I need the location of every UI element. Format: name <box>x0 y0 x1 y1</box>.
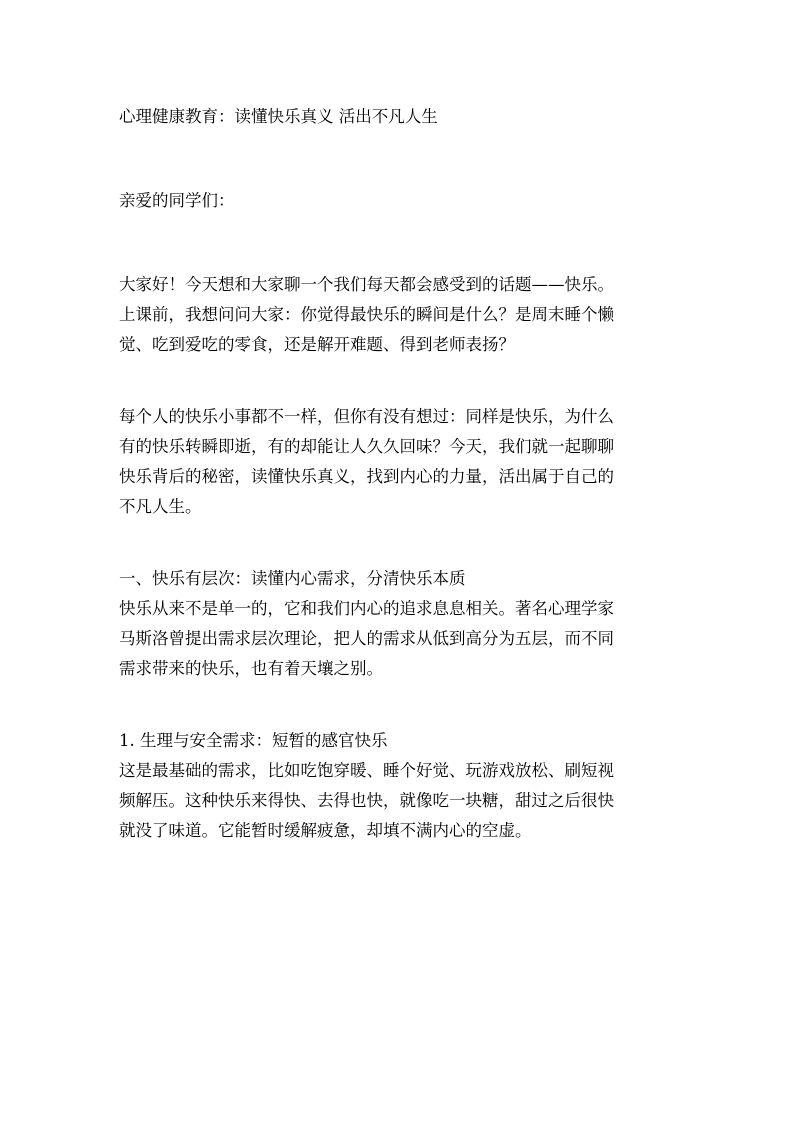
paragraph-line: 大家好！今天想和大家聊一个我们每天都会感受到的话题——快乐。 <box>119 275 614 294</box>
paragraph-line: 觉、吃到爱吃的零食，还是解开难题、得到老师表扬？ <box>119 335 515 354</box>
paragraph-line: 这是最基础的需求，比如吃饱穿暖、睡个好觉、玩游戏放松、刷短视 <box>119 761 614 780</box>
paragraph-line: 快乐从来不是单一的，它和我们内心的追求息息相关。著名心理学家 <box>119 599 614 618</box>
section-1-heading: 一、快乐有层次：读懂内心需求，分清快乐本质 <box>119 569 466 588</box>
paragraph-line: 需求带来的快乐，也有着天壤之别。 <box>119 659 383 678</box>
paragraph-line: 有的快乐转瞬即逝，有的却能让人久久回味？今天，我们就一起聊聊 <box>119 437 614 456</box>
section-1-paragraph <box>119 594 679 684</box>
paragraph-line: 频解压。这种快乐来得快、去得也快，就像吃一块糖，甜过之后很快 <box>119 791 614 810</box>
intro-paragraph <box>119 270 679 360</box>
document-title: 心理健康教育：读懂快乐真义 活出不凡人生 <box>119 107 438 126</box>
paragraph-line: 马斯洛曾提出需求层次理论，把人的需求从低到高分为五层，而不同 <box>119 629 614 648</box>
paragraph-line: 不凡人生。 <box>119 497 202 516</box>
paragraph-line: 每个人的快乐小事都不一样，但你有没有想过：同样是快乐，为什么 <box>119 407 614 426</box>
paragraph-line: 快乐背后的秘密，读懂快乐真义，找到内心的力量，活出属于自己的 <box>119 467 614 486</box>
greeting: 亲爱的同学们： <box>119 191 235 210</box>
subsection-1-heading: 1. 生理与安全需求：短暂的感官快乐 <box>119 731 388 750</box>
document-body <box>119 102 679 846</box>
paragraph-line: 上课前，我想问问大家：你觉得最快乐的瞬间是什么？是周末睡个懒 <box>119 305 614 324</box>
paragraph-line: 就没了味道。它能暂时缓解疲惫，却填不满内心的空虚。 <box>119 821 532 840</box>
subsection-1-paragraph <box>119 756 679 846</box>
paragraph-2 <box>119 402 679 522</box>
